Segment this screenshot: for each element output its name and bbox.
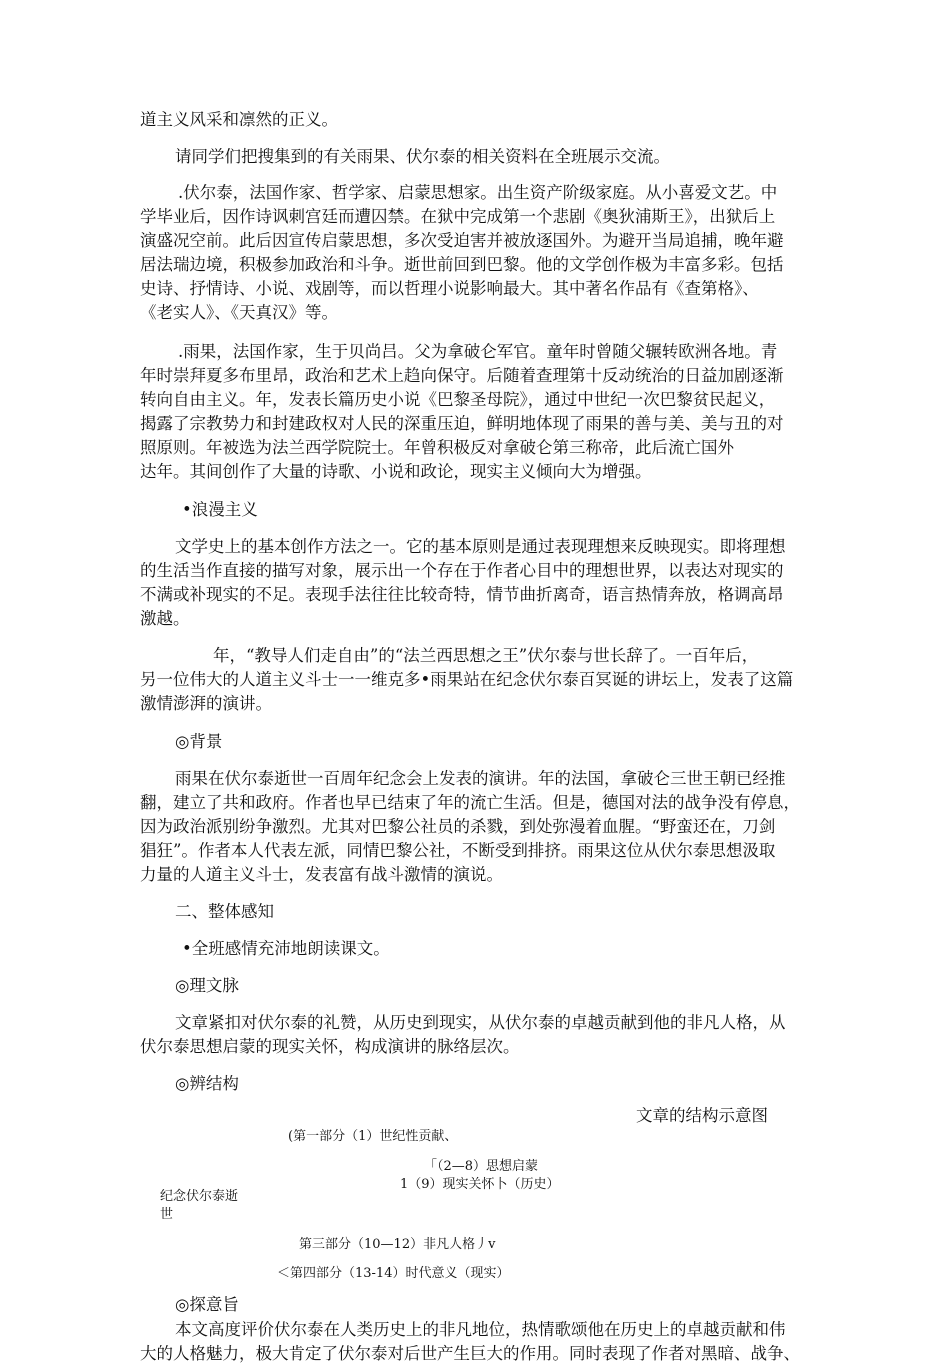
text-line: 另一位伟大的人道主义斗士一一维克多•雨果站在纪念伏尔泰百冥诞的讲坛上，发表了这篇 (140, 670, 794, 689)
text-line: 文学史上的基本创作方法之一。它的基本原则是通过表现理想来反映现实。即将理想 (175, 537, 786, 556)
text-line: 的生活当作直接的描写对象，展示出一个存在于作者心目中的理想世界，以表达对现实的 (140, 561, 784, 580)
diagram-part2a: 「（2—8）思想启蒙 (424, 1159, 539, 1174)
text-line: 力量的人道主义斗士，发表富有战斗激情的演说。 (140, 865, 503, 884)
section-heading: ◎理文脉 (175, 976, 239, 995)
text-line: 本文高度评价伏尔泰在人类历史上的非凡地位，热情歌颂他在历史上的卓越贡献和伟 (175, 1320, 786, 1339)
text-line: 因为政治派别纷争激烈。尤其对巴黎公社员的杀戮，到处弥漫着血腥。“野蛮还在，刀剑 (140, 817, 776, 836)
text-line: 年时崇拜夏多布里昂，政治和艺术上趋向保守。后随着查理第十反动统治的日益加剧逐渐 (140, 366, 784, 385)
text-line: 揭露了宗教势力和封建政权对人民的深重压迫，鲜明地体现了雨果的善与美、美与丑的对 (140, 414, 784, 433)
section-heading: ◎辨结构 (175, 1074, 239, 1093)
text-line: .伏尔泰，法国作家、哲学家、启蒙思想家。出生资产阶级家庭。从小喜爱文艺。中 (178, 183, 778, 202)
text-line: •全班感情充沛地朗读课文。 (182, 939, 390, 958)
diagram-part4: ＜第四部分（13-14）时代意义（现实） (277, 1266, 510, 1281)
text-line: 猖狂”。作者本人代表左派，同情巴黎公社，不断受到排挤。雨果这位从伏尔泰思想汲取 (140, 841, 776, 860)
diagram-part3: 第三部分（10—12）非凡人格丿v (299, 1237, 496, 1252)
text-line: 大的人格魅力，极大肯定了伏尔泰对后世产生巨大的作用。同时表现了作者对黑暗、战争、 (140, 1344, 800, 1363)
text-line: 照原则。年被选为法兰西学院院士。年曾积极反对拿破仑第三称帝，此后流亡国外 (140, 438, 734, 457)
text-line: 翻，建立了共和政府。作者也早已结束了年的流亡生活。但是，德国对法的战争没有停息， (140, 793, 800, 812)
section-heading: ◎背景 (175, 732, 223, 751)
text-line: 道主义风采和凛然的正义。 (140, 110, 338, 129)
text-line: 转向自由主义。年，发表长篇历史小说《巴黎圣母院》，通过中世纪一次巴黎贫民起义， (140, 390, 776, 409)
text-line: 伏尔泰思想启蒙的现实关怀，构成演讲的脉络层次。 (140, 1037, 520, 1056)
diagram-title: 文章的结构示意图 (636, 1106, 768, 1125)
text-line: 史诗、抒情诗、小说、戏剧等，而以哲理小说影响最大。其中著名作品有《查第格》、 (140, 279, 759, 298)
section-heading: ◎探意旨 (175, 1295, 239, 1314)
text-line: 年，“教导人们走自由”的“法兰西思想之王”伏尔泰与世长辞了。一百年后， (213, 646, 759, 665)
text-line: 居法瑞边境，积极参加政治和斗争。逝世前回到巴黎。他的文学创作极为丰富多彩。包括 (140, 255, 784, 274)
text-line: 激情澎湃的演讲。 (140, 694, 272, 713)
text-line: 演盛况空前。此后因宣传启蒙思想，多次受迫害并被放逐国外。为避开当局追捕，晚年避 (140, 231, 784, 250)
section-heading: •浪漫主义 (182, 500, 258, 519)
text-line: 《老实人》、《天真汉》等。 (140, 303, 338, 322)
text-line: 不满或补现实的不足。表现手法往往比较奇特，情节曲折离奇，语言热情奔放，格调高昂 (140, 585, 784, 604)
text-line: 文章紧扣对伏尔泰的礼赞，从历史到现实，从伏尔泰的卓越贡献到他的非凡人格，从 (175, 1013, 786, 1032)
text-line: 学毕业后，因作诗讽刺宫廷而遭囚禁。在狱中完成第一个悲剧《奥狄浦斯王》，出狱后上 (140, 207, 776, 226)
text-line: 请同学们把搜集到的有关雨果、伏尔泰的相关资料在全班展示交流。 (175, 147, 670, 166)
diagram-part1: (第一部分（1）世纪性贡献、 (288, 1129, 458, 1144)
text-line: 雨果在伏尔泰逝世一百周年纪念会上发表的演讲。年的法国，拿破仑三世王朝已经推 (175, 769, 786, 788)
text-line: 达年。其间创作了大量的诗歌、小说和政论，现实主义倾向大为增强。 (140, 462, 652, 481)
text-line: 激越。 (140, 609, 190, 628)
diagram-root-cont: 世 (160, 1207, 174, 1222)
section-heading: 二、整体感知 (175, 902, 274, 921)
text-line: .雨果，法国作家，生于贝尚吕。父为拿破仑军官。童年时曾随父辗转欧洲各地。青 (178, 342, 778, 361)
diagram-part2b: 1（9）现实关怀卜（历史） (400, 1177, 560, 1192)
diagram-root: 纪念伏尔泰逝 (160, 1189, 239, 1204)
